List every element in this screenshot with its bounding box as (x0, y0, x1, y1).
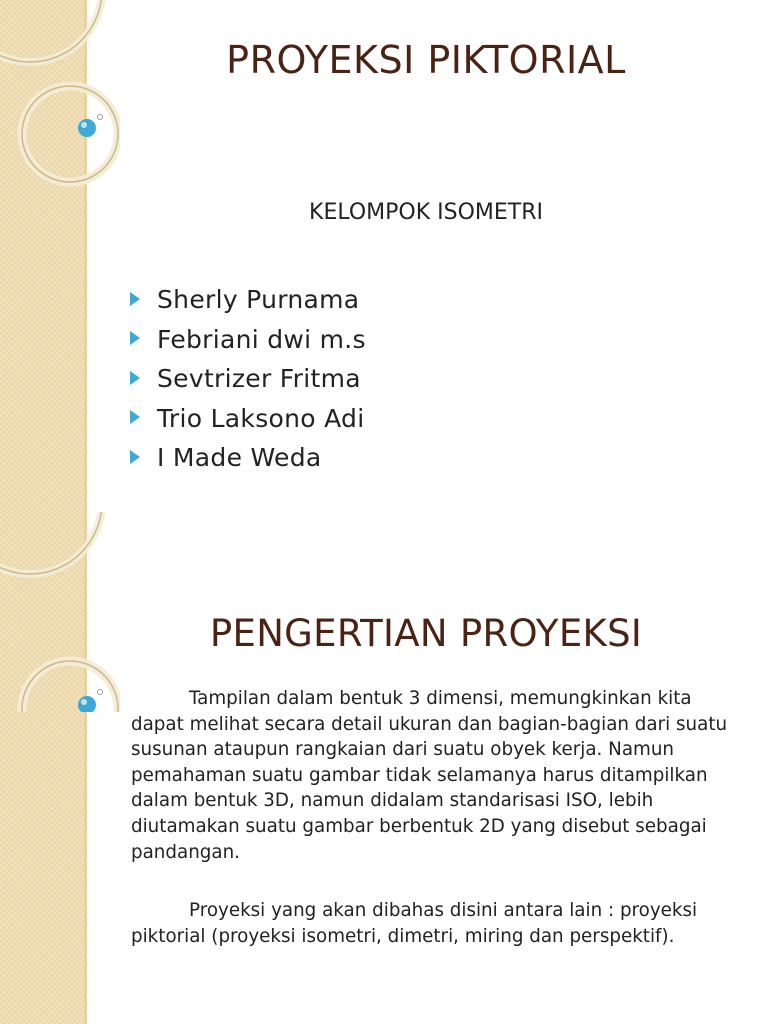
list-item (130, 359, 366, 399)
slide-title: PENGERTIAN PROYEKSI (209, 612, 643, 655)
member-name: Trio Laksono Adi (157, 403, 365, 433)
arrow-bullet-icon (130, 371, 140, 385)
paragraph-1 (131, 686, 741, 865)
arrow-bullet-icon (130, 410, 140, 424)
list-item (130, 280, 366, 320)
list-item (130, 438, 366, 478)
arrow-bullet-icon (130, 331, 140, 345)
paragraph-2-text: Proyeksi yang akan dibahas disini antara lain : proyeksi piktorial (proyeksi isometri, dimetri, miring dan perspektif). (131, 900, 698, 947)
paragraph-1-text: Tampilan dalam bentuk 3 dimensi, memungkinkan kita dapat melihat secara detail ukuran dan bagian-bagian dari suatu susunan ataupun rangkaian dari suatu obyek kerja. Namun pemahaman suatu gambar tidak selamanya harus ditampilkan dalam bentuk 3D, namun didalam standarisasi ISO, lebih diutamakan suatu gambar berbentuk 2D yang disebut sebagai pandangan. (131, 688, 728, 863)
member-list (130, 280, 366, 478)
paragraph-2 (131, 898, 741, 949)
decorative-rings (0, 0, 120, 200)
member-name: I Made Weda (157, 443, 322, 473)
slide-title: PROYEKSI PIKTORIAL (226, 38, 626, 82)
member-name: Sevtrizer Fritma (157, 364, 361, 394)
arrow-bullet-icon (130, 292, 140, 306)
arrow-bullet-icon (130, 450, 140, 464)
member-name: Sherly Purnama (157, 285, 360, 315)
slide-2 (0, 512, 768, 1024)
member-name: Febriani dwi m.s (157, 324, 366, 354)
group-subtitle: KELOMPOK ISOMETRI (309, 200, 543, 225)
list-item (130, 399, 366, 439)
list-item (130, 320, 366, 360)
